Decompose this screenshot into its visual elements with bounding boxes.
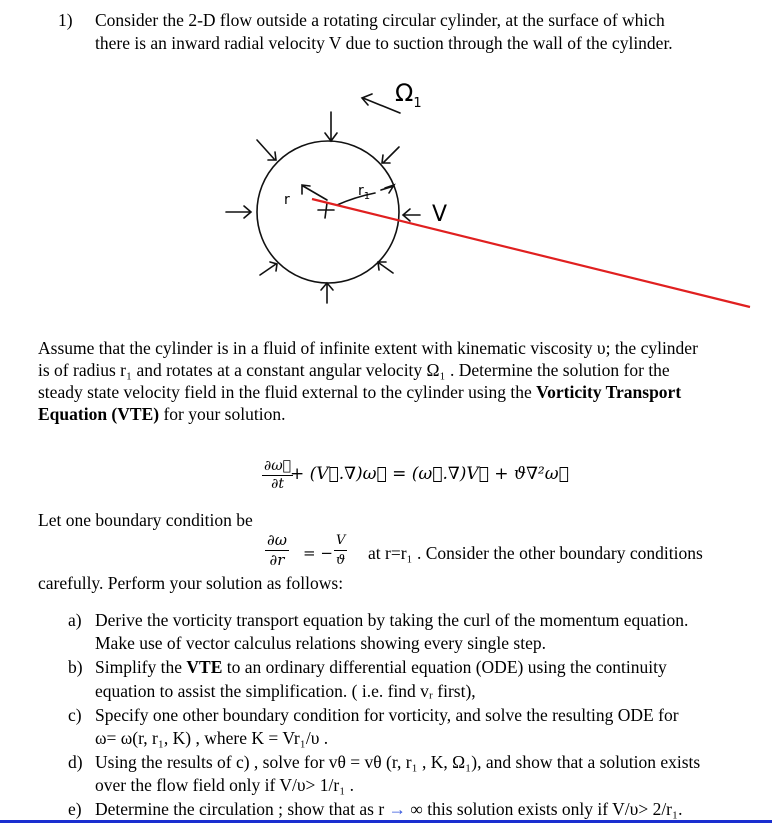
task-b-line-1: Simplify the VTE to an ordinary differential equation (ODE) using the continuity [95, 657, 667, 677]
limit-arrow-icon: → [388, 799, 407, 819]
omega-label: $\Omega_1$ [395, 79, 422, 111]
task-c-line-1: Specify one other boundary condition for vorticity, and solve the resulting ODE for [95, 705, 679, 725]
boundary-intro: Let one boundary condition be [38, 510, 253, 530]
task-label-c: c) [68, 705, 82, 725]
boundary-continuation: carefully. Perform your solution as follows: [38, 573, 344, 593]
assumption-line-1: Assume that the cylinder is in a fluid of infinite extent with kinematic viscosity υ; the cylinder [38, 338, 698, 358]
assumption-line-2: is of radius r₁ and rotates at a constant angular velocity Ω₁ . Determine the solution for the [38, 360, 670, 380]
suction-arrow-right [403, 209, 420, 221]
r1-label: $r_1$ [358, 183, 371, 202]
task-label-d: d) [68, 752, 83, 772]
vte-time-derivative: $\frac{\partial\omega⃗}{\partial t}$ [264, 458, 292, 492]
task-label-e: e) [68, 799, 82, 819]
red-annotation-line [312, 199, 750, 307]
suction-arrow-bottomright [378, 262, 393, 273]
assumption-line-4: Equation (VTE) for your solution. [38, 404, 286, 424]
center-cross [318, 203, 334, 218]
problem-number: 1) [58, 10, 73, 30]
intro-line-2: there is an inward radial velocity V due to suction through the wall of the cylinder. [95, 33, 673, 53]
boundary-rhs: $\frac{V}{ϑ}$ [336, 533, 346, 568]
suction-arrow-topright [382, 147, 399, 163]
task-label-b: b) [68, 657, 83, 677]
radius-r-arrow [302, 185, 327, 200]
suction-arrow-bottomleft [260, 262, 277, 275]
task-label-a: a) [68, 610, 82, 630]
suction-arrow-topleft [257, 140, 276, 160]
v-label: V [432, 202, 448, 227]
intro-line-1: Consider the 2-D flow outside a rotating circular cylinder, at the surface of which [95, 10, 665, 30]
task-e-line-1: Determine the circulation ; show that as r → ∞ this solution exists only if V/υ> 2/r₁. [95, 799, 683, 819]
task-a-line-2: Make use of vector calculus relations showing every single step. [95, 633, 546, 653]
r-label: r [284, 192, 290, 208]
boundary-equals: = − [303, 544, 333, 562]
suction-arrow-bottom [321, 283, 333, 303]
task-c-line-2: ω= ω(r, r₁, K) , where K = Vr₁/υ . [95, 728, 329, 748]
task-d-line-2: over the flow field only if V/υ> 1/r₁ . [95, 775, 355, 795]
suction-arrow-top [325, 112, 337, 141]
task-d-line-1: Using the results of c) , solve for vθ = vθ (r, r₁ , K, Ω₁), and show that a solution exists [95, 752, 701, 772]
suction-arrow-left [226, 206, 251, 218]
task-a-line-1: Derive the vorticity transport equation by taking the curl of the momentum equation. [95, 610, 689, 630]
vte-equation-rest: + (V⃗.∇)ω⃗ = (ω⃗.∇)V⃗ + ϑ∇²ω⃗ [290, 464, 569, 484]
boundary-lhs: $\frac{\partial\omega}{\partial r}$ [267, 531, 287, 569]
assumption-line-3: steady state velocity field in the fluid external to the cylinder using the Vorticity Transport [38, 382, 682, 402]
boundary-condition-text: at r=r₁ . Consider the other boundary conditions [368, 543, 703, 563]
task-b-line-2: equation to assist the simplification. ( i.e. find vᵣ first), [95, 681, 476, 701]
